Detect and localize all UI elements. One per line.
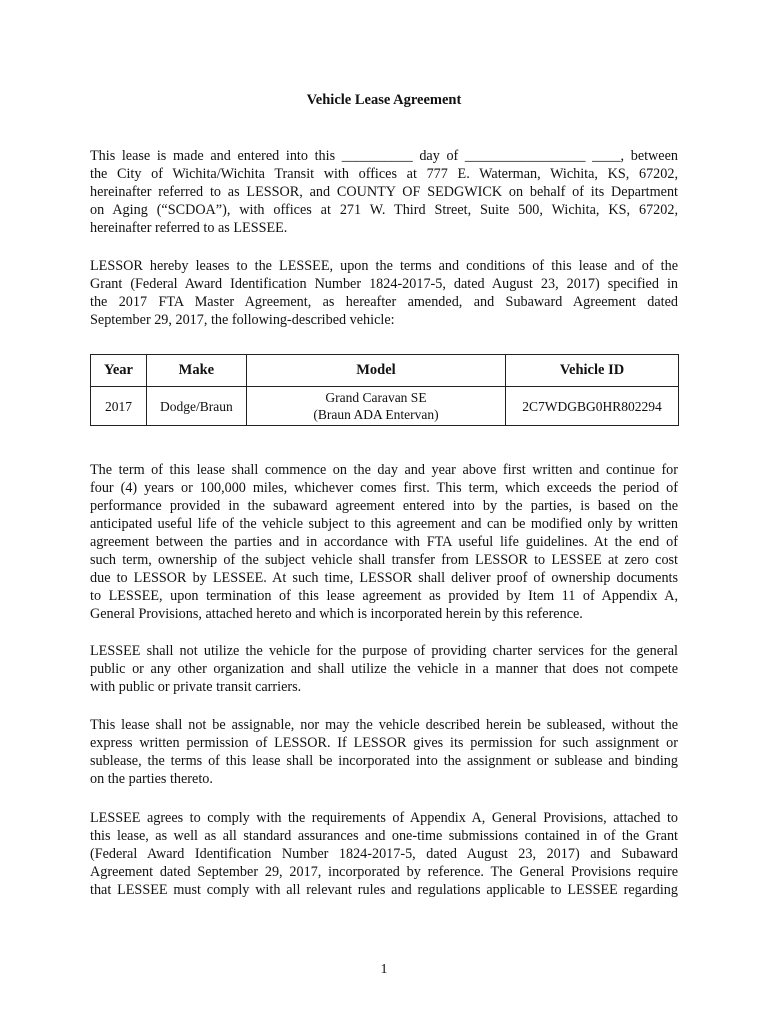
- paragraph-line: This lease shall not be assignable, nor may the vehicle described herein be subleased, without the: [90, 717, 678, 733]
- column-header-vehicle-id: Vehicle ID: [506, 355, 679, 387]
- paragraph-line: the 2017 FTA Master Agreement, as hereafter amended, and Subaward Agreement dated: [90, 294, 678, 310]
- paragraph-line: the City of Wichita/Wichita Transit with offices at 777 E. Waterman, Wichita, KS, 67202,: [90, 166, 678, 182]
- table-row: [91, 387, 679, 426]
- paragraph-line: to LESSEE, upon termination of this lease agreement as provided by Item 11 of Appendix A,: [90, 588, 678, 604]
- paragraph-lease-term: [90, 461, 678, 623]
- paragraph-line: hereinafter referred to as LESSOR, and COUNTY OF SEDGWICK on behalf of its Department: [90, 184, 678, 200]
- paragraph-line: public or any other organization and shall utilize the vehicle in a manner that does not compete: [90, 661, 678, 677]
- paragraph-line: hereinafter referred to as LESSEE.: [90, 220, 288, 236]
- paragraph-general-provisions: [90, 809, 678, 899]
- document-title: Vehicle Lease Agreement: [306, 92, 462, 108]
- paragraph-line: that LESSEE must comply with all relevant rules and regulations applicable to LESSEE regarding: [90, 882, 678, 898]
- paragraph-line: anticipated useful life of the vehicle subject to this agreement and can be modified only by written: [90, 516, 678, 532]
- vehicle-table-header-row: [91, 355, 679, 387]
- cell-model-line: Grand Caravan SE: [325, 390, 427, 405]
- vehicle-table: [90, 354, 679, 426]
- paragraph-line: This lease is made and entered into this __________ day of _________________ ____, between: [90, 148, 678, 164]
- column-header-model: Model: [246, 355, 505, 387]
- paragraph-line: The term of this lease shall commence on the day and year above first written and continue for: [90, 462, 678, 478]
- page-number: 1: [380, 962, 388, 977]
- column-header-year: Year: [91, 355, 147, 387]
- paragraph-line: due to LESSOR by LESSEE. At such time, LESSOR shall deliver proof of ownership documents: [90, 570, 678, 586]
- paragraph-line: sublease, the terms of this lease shall be incorporated into the assignment or sublease and binding: [90, 753, 678, 769]
- paragraph-line: LESSOR hereby leases to the LESSEE, upon the terms and conditions of this lease and of the: [90, 258, 678, 274]
- paragraph-line: on Aging (“SCDOA”), with offices at 271 W. Third Street, Suite 500, Wichita, KS, 67202,: [90, 202, 678, 218]
- paragraph-line: with public or private transit carriers.: [90, 679, 302, 695]
- paragraph-line: such term, ownership of the subject vehicle shall transfer from LESSOR to LESSEE at zero cost: [90, 552, 678, 568]
- paragraph-line: this lease, as well as all standard assurances and one-time submissions contained in of the Grant: [90, 828, 678, 844]
- paragraph-line: agreement between the parties and in accordance with FTA useful life guidelines. At the end of: [90, 534, 678, 550]
- cell-model: [246, 387, 505, 426]
- cell-vehicle-id: 2C7WDGBG0HR802294: [506, 387, 679, 426]
- cell-model-line: (Braun ADA Entervan): [313, 407, 439, 422]
- paragraph-line: on the parties thereto.: [90, 771, 213, 787]
- paragraph-lease-parties: [90, 147, 678, 237]
- cell-year: 2017: [91, 387, 147, 426]
- cell-make: Dodge/Braun: [146, 387, 246, 426]
- paragraph-line: LESSEE shall not utilize the vehicle for the purpose of providing charter services for the general: [90, 643, 678, 659]
- paragraph-lease-grant: [90, 257, 678, 329]
- paragraph-line: Grant (Federal Award Identification Number 1824-2017-5, dated August 23, 2017) specified in: [90, 276, 678, 292]
- paragraph-line: September 29, 2017, the following-described vehicle:: [90, 312, 395, 328]
- paragraph-line: (Federal Award Identification Number 1824-2017-5, dated August 23, 2017) and Subaward: [90, 846, 678, 862]
- column-header-make: Make: [146, 355, 246, 387]
- paragraph-charter-services: [90, 642, 678, 696]
- paragraph-line: express written permission of LESSOR. If LESSOR gives its permission for such assignment or: [90, 735, 678, 751]
- paragraph-line: four (4) years or 100,000 miles, whichever comes first. This term, which exceeds the period of: [90, 480, 678, 496]
- paragraph-line: General Provisions, attached hereto and which is incorporated herein by this reference.: [90, 606, 583, 622]
- paragraph-line: performance provided in the subaward agreement entered into by the parties, is based on the: [90, 498, 678, 514]
- paragraph-assignment: [90, 716, 678, 788]
- paragraph-line: LESSEE agrees to comply with the requirements of Appendix A, General Provisions, attached to: [90, 810, 678, 826]
- paragraph-line: Agreement dated September 29, 2017, incorporated by reference. The General Provisions require: [90, 864, 678, 880]
